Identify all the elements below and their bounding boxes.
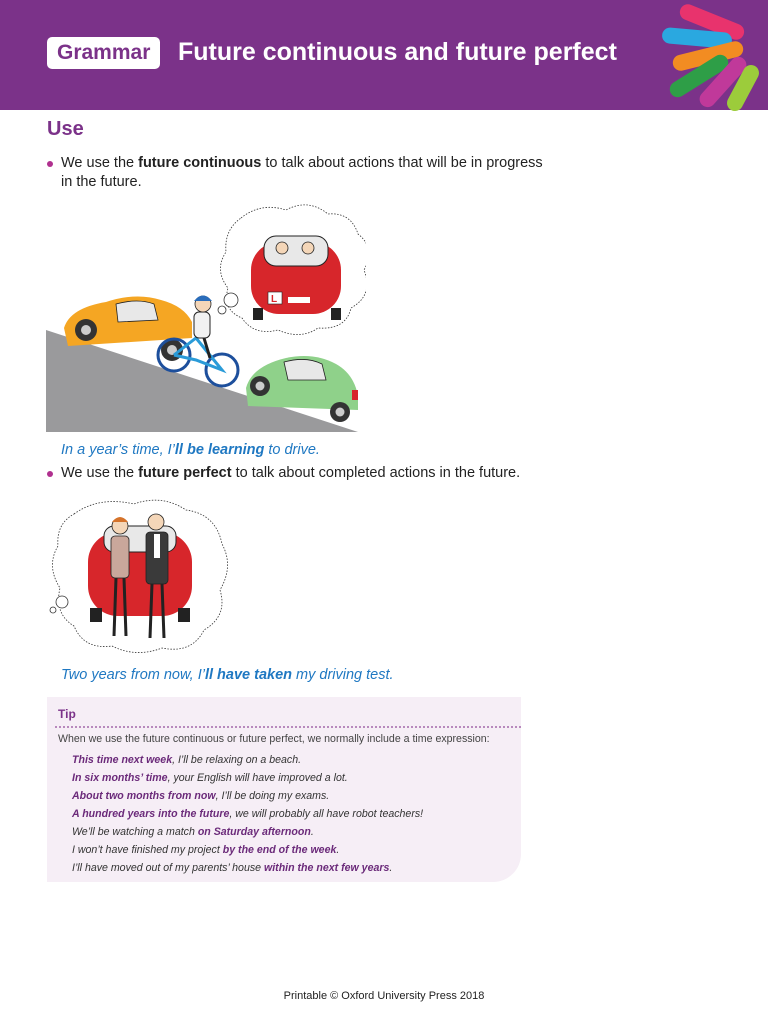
example-future-continuous: In a year’s time, I’ll be learning to drive. <box>61 442 320 458</box>
list-item: About two months from now, I’ll be doing my exams. <box>72 790 330 802</box>
tip-divider <box>55 726 521 728</box>
term-future-continuous: future continuous <box>138 155 262 171</box>
svg-text:L: L <box>271 294 278 305</box>
logo-icon <box>648 0 768 120</box>
bullet-dot <box>47 161 53 167</box>
list-item: We’ll be watching a match on Saturday afternoon. <box>72 826 314 838</box>
tip-title: Tip <box>58 707 76 721</box>
grammar-badge: Grammar <box>47 37 160 69</box>
section-heading: Use <box>47 118 84 140</box>
bullet-future-continuous <box>47 154 551 192</box>
page-title: Future continuous and future perfect <box>178 38 617 66</box>
bullet-dot <box>47 471 53 477</box>
hill-cars-illustration <box>46 200 366 435</box>
list-item: I’ll have moved out of my parents’ house within the next few years. <box>72 862 393 874</box>
tip-intro: When we use the future continuous or future perfect, we normally include a time expression: <box>58 733 490 745</box>
tip-box <box>47 697 521 882</box>
term-future-perfect: future perfect <box>138 465 232 481</box>
list-item: I won’t have finished my project by the end of the week. <box>72 844 340 856</box>
bullet-future-perfect <box>47 464 551 483</box>
bullet-text: We use the future continuous to talk about actions that will be in progress in the future. <box>61 155 543 190</box>
example-future-perfect: Two years from now, I’ll have taken my driving test. <box>61 667 394 683</box>
page-header <box>0 0 768 110</box>
list-item: A hundred years into the future, we will probably all have robot teachers! <box>72 808 424 820</box>
footer-copyright: Printable © Oxford University Press 2018 <box>283 990 485 1002</box>
bullet-text: We use the future perfect to talk about completed actions in the future. <box>61 465 521 481</box>
list-item: This time next week, I’ll be relaxing on a beach. <box>72 754 302 766</box>
tip-examples-list <box>72 751 423 877</box>
driving-test-illustration <box>44 496 229 656</box>
list-item: In six months’ time, your English will have improved a lot. <box>72 772 348 784</box>
